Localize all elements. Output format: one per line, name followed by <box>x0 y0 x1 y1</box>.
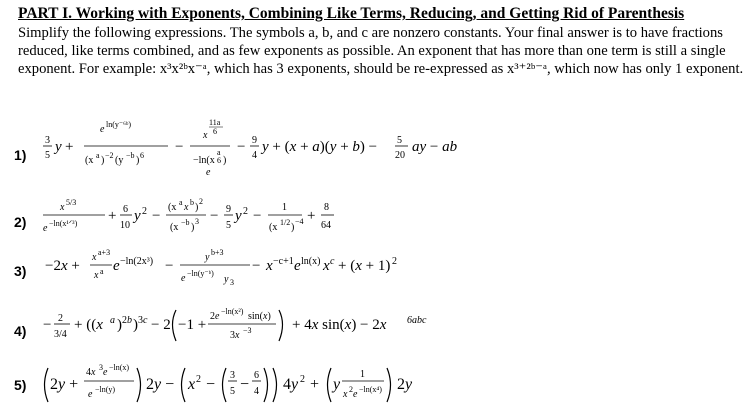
svg-text:y: y <box>134 208 141 224</box>
svg-text:−2: −2 <box>105 151 114 160</box>
svg-text:(x: (x <box>170 222 179 233</box>
svg-text:11a: 11a <box>209 118 221 127</box>
problem-1-expression <box>40 118 748 188</box>
svg-text:2y: 2y <box>397 376 413 393</box>
svg-text:4: 4 <box>254 386 259 397</box>
svg-text:−2x +: −2x + <box>45 258 80 274</box>
svg-text:2: 2 <box>58 313 63 324</box>
svg-text:(y: (y <box>115 155 124 166</box>
svg-text:(x: (x <box>168 202 177 213</box>
svg-text:5: 5 <box>230 386 235 397</box>
svg-text:y + (x + a)(y + b) −: y + (x + a)(y + b) − <box>262 139 378 155</box>
svg-text:5: 5 <box>397 135 402 146</box>
svg-text:+: + <box>310 376 320 393</box>
svg-text:−4: −4 <box>295 217 304 226</box>
svg-text:20: 20 <box>395 150 405 161</box>
svg-text:x: x <box>266 258 273 274</box>
svg-text:): ) <box>191 222 195 233</box>
svg-text:−ln(y): −ln(y) <box>95 385 116 394</box>
svg-text:ln(x): ln(x) <box>301 256 321 267</box>
instructions <box>18 24 746 79</box>
svg-text:3: 3 <box>45 135 50 146</box>
svg-text:5: 5 <box>226 220 231 231</box>
svg-text:e: e <box>294 258 301 274</box>
svg-text:y: y <box>333 376 341 393</box>
svg-text:e: e <box>103 367 108 378</box>
svg-text:a: a <box>100 267 104 276</box>
svg-text:+ 4x sin(x) − 2x: + 4x sin(x) − 2x <box>292 317 387 333</box>
svg-text:1: 1 <box>360 369 365 380</box>
problem-3-expression <box>40 240 748 290</box>
svg-text:−: − <box>252 258 261 274</box>
svg-text:+ ((x: + ((x <box>74 317 103 333</box>
svg-text:−ln(x): −ln(x) <box>109 363 130 372</box>
svg-text:x: x <box>60 202 65 213</box>
svg-text:64: 64 <box>321 220 331 231</box>
page-title: PART I. Working with Exponents, Combining Like Terms, Reducing, and Getting Rid of Parenthesis <box>18 5 685 22</box>
svg-text:a: a <box>110 315 115 326</box>
svg-text:(x: (x <box>85 155 94 166</box>
svg-text:e: e <box>43 223 48 234</box>
svg-text:4: 4 <box>252 150 257 161</box>
svg-text:− 2: − 2 <box>151 317 171 333</box>
svg-text:−: − <box>165 258 174 274</box>
svg-text:2e: 2e <box>210 311 220 322</box>
svg-text:y: y <box>235 208 242 224</box>
svg-text:e: e <box>113 258 120 274</box>
svg-text:x: x <box>203 130 208 141</box>
svg-text:3: 3 <box>195 217 199 226</box>
svg-text:ln(y⁻⁶ᵇ): ln(y⁻⁶ᵇ) <box>106 120 132 129</box>
svg-text:a: a <box>179 198 183 207</box>
svg-text:2: 2 <box>199 197 203 206</box>
svg-text:−ln(x¹ᐟ³): −ln(x¹ᐟ³) <box>49 219 78 228</box>
svg-text:y: y <box>205 252 210 263</box>
svg-text:c: c <box>330 256 335 267</box>
problem-number: 2) <box>14 214 27 230</box>
svg-text:9: 9 <box>226 204 231 215</box>
svg-text:+: + <box>65 139 74 155</box>
svg-text:−ln(x: −ln(x <box>193 155 215 166</box>
svg-text:2: 2 <box>300 374 305 385</box>
svg-text:−: − <box>210 208 219 224</box>
problem-number: 5) <box>14 377 27 393</box>
svg-text:9: 9 <box>252 135 257 146</box>
svg-text:−ln(y⁻ᵇ): −ln(y⁻ᵇ) <box>187 269 214 278</box>
svg-text:sin(x): sin(x) <box>248 311 271 322</box>
problem-5-expression <box>40 355 748 409</box>
svg-text:2b: 2b <box>122 315 132 326</box>
svg-text:3: 3 <box>99 363 103 372</box>
svg-text:3: 3 <box>230 370 235 381</box>
svg-text:6abc: 6abc <box>407 315 427 326</box>
svg-text:3/4: 3/4 <box>54 329 67 340</box>
svg-text:x: x <box>188 376 196 393</box>
svg-text:x: x <box>184 202 189 213</box>
svg-text:e: e <box>88 389 93 400</box>
svg-text:2: 2 <box>243 206 248 217</box>
svg-text:): ) <box>223 155 227 166</box>
svg-text:2: 2 <box>142 206 147 217</box>
problem-2-expression <box>40 190 748 240</box>
svg-text:6: 6 <box>123 204 128 215</box>
svg-text:−: − <box>152 208 161 224</box>
svg-text:): ) <box>133 317 138 333</box>
svg-text:−: − <box>43 317 52 333</box>
svg-text:): ) <box>101 155 105 166</box>
svg-text:6: 6 <box>213 127 217 136</box>
svg-text:y: y <box>55 139 62 155</box>
svg-text:x: x <box>94 270 99 281</box>
svg-text:−b: −b <box>181 218 190 227</box>
svg-text:6: 6 <box>217 156 221 165</box>
svg-text:): ) <box>291 222 295 233</box>
svg-text:+ (x + 1): + (x + 1) <box>338 258 391 274</box>
instructions-text: Simplify the following expressions. The symbols a, b, and c are nonzero constants. Your final answer is to have fractions reduced, like terms combined, and as few exponents as possible. An exponent that has more than one term is still a single exponent. For example: x³x²ᵇx⁻ᵃ, which has 3 exponents, should be re-expressed as x³⁺²ᵇ⁻ᵃ, which now has only 1 exponent. <box>18 25 744 78</box>
svg-text:10: 10 <box>120 220 130 231</box>
svg-text:−: − <box>206 376 216 393</box>
svg-text:1/2: 1/2 <box>280 218 291 227</box>
svg-text:2: 2 <box>349 385 353 394</box>
svg-text:5/3: 5/3 <box>66 198 77 207</box>
svg-text:8: 8 <box>324 202 329 213</box>
svg-text:2: 2 <box>196 374 201 385</box>
svg-text:3x: 3x <box>230 330 240 341</box>
svg-text:1: 1 <box>282 202 287 213</box>
svg-text:−: − <box>253 208 262 224</box>
svg-text:a+3: a+3 <box>98 248 111 257</box>
svg-text:3: 3 <box>230 278 234 287</box>
svg-text:e: e <box>181 273 186 284</box>
svg-text:x: x <box>343 389 348 400</box>
svg-text:−b: −b <box>126 151 135 160</box>
svg-text:2y −: 2y − <box>146 376 175 393</box>
svg-text:e: e <box>353 389 358 400</box>
svg-text:b+3: b+3 <box>211 248 224 257</box>
svg-text:5: 5 <box>45 150 50 161</box>
svg-text:a: a <box>217 148 221 157</box>
svg-text:6: 6 <box>254 370 259 381</box>
svg-text:−ln(2x³): −ln(2x³) <box>120 256 154 267</box>
svg-text:x: x <box>323 258 330 274</box>
svg-text:ay − ab: ay − ab <box>412 139 458 155</box>
svg-text:2: 2 <box>392 256 397 267</box>
svg-text:6: 6 <box>140 151 144 160</box>
problem-4-expression <box>40 299 748 349</box>
svg-text:y: y <box>224 274 229 285</box>
svg-text:): ) <box>117 317 122 333</box>
svg-text:−c+1: −c+1 <box>273 256 294 267</box>
problem-number: 3) <box>14 263 27 279</box>
svg-text:b: b <box>190 198 194 207</box>
svg-text:3c: 3c <box>138 315 148 326</box>
svg-text:(x: (x <box>269 222 278 233</box>
svg-text:4y: 4y <box>283 376 299 393</box>
svg-text:−ln(x²): −ln(x²) <box>221 307 244 316</box>
svg-text:+: + <box>307 208 316 224</box>
svg-text:−: − <box>175 139 184 155</box>
svg-text:−1 +: −1 + <box>178 317 207 333</box>
svg-text:): ) <box>195 202 199 213</box>
svg-text:−ln(x⁴): −ln(x⁴) <box>359 385 382 394</box>
svg-text:+: + <box>108 208 117 224</box>
svg-text:e: e <box>206 167 211 178</box>
problem-number: 1) <box>14 147 27 163</box>
problem-number: 4) <box>14 323 27 339</box>
svg-text:x: x <box>92 252 97 263</box>
svg-text:−3: −3 <box>243 326 252 335</box>
svg-text:e: e <box>100 124 105 135</box>
svg-text:2y +: 2y + <box>50 376 79 393</box>
svg-text:4x: 4x <box>86 367 96 378</box>
svg-text:): ) <box>136 155 140 166</box>
svg-text:−: − <box>237 139 246 155</box>
svg-text:a: a <box>96 151 100 160</box>
svg-text:−: − <box>240 376 250 393</box>
